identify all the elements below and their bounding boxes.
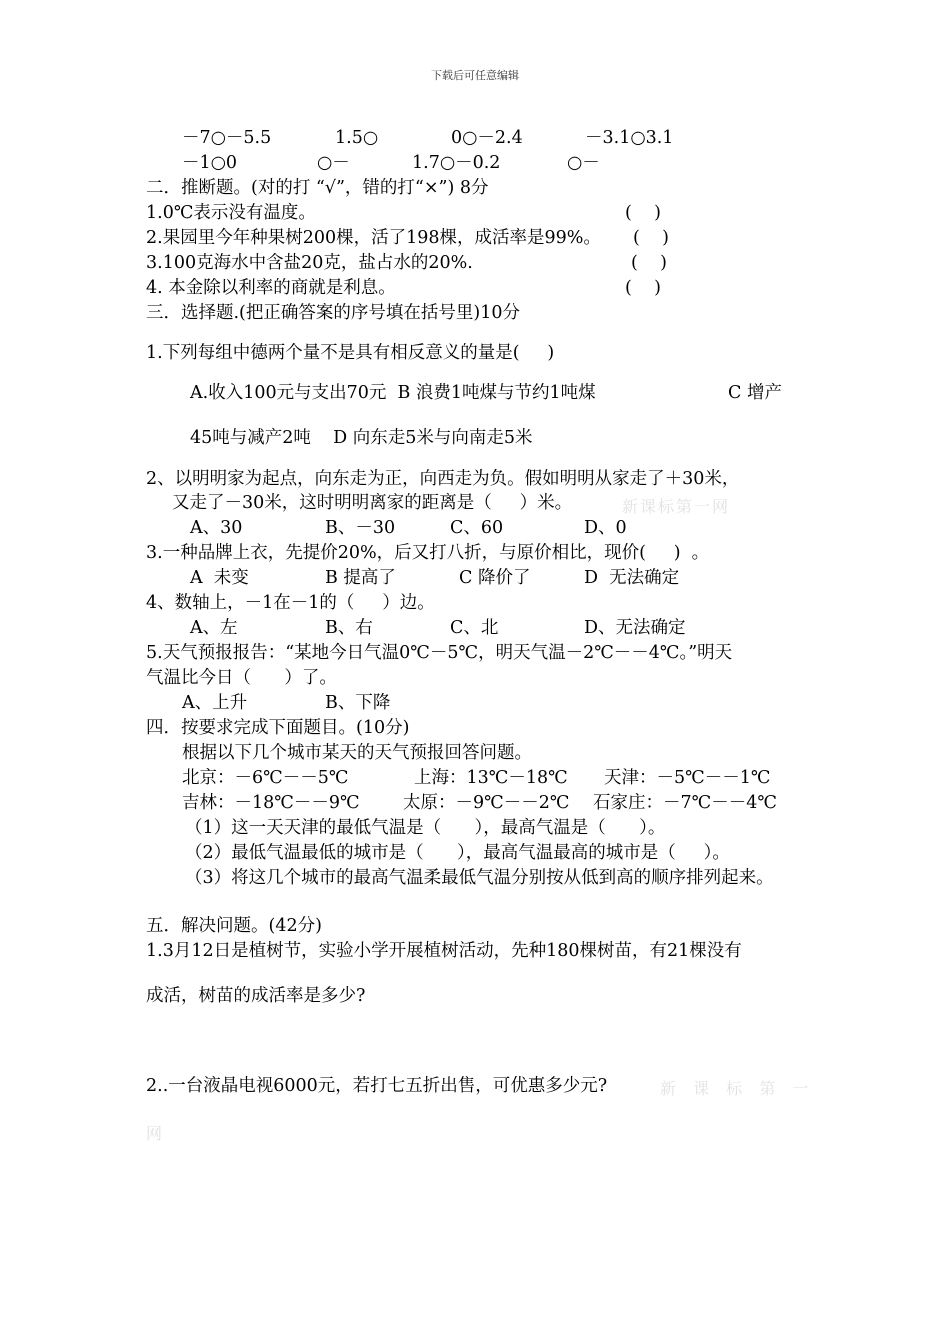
compare-item: ○－ — [567, 153, 600, 173]
choice-option: A、上升 — [182, 693, 248, 713]
compare-item: ○－ — [317, 153, 350, 173]
city-temp: 天津：－5℃－－1℃ — [604, 768, 771, 788]
city-temp: 北京：－6℃－－5℃ — [182, 768, 349, 788]
answer-paren[interactable]: ( ) — [633, 228, 669, 248]
choice-option: A、30 — [190, 518, 243, 538]
choice-option: C 增产 — [728, 383, 782, 403]
compare-item: －7○－5.5 — [182, 128, 272, 148]
choice-question: 又走了－30米，这时明明离家的距离是（ ）米。 — [172, 493, 573, 513]
city-temp: 上海：13℃－18℃ — [414, 768, 568, 788]
answer-paren[interactable]: ( ) — [625, 203, 661, 223]
choice-option: A、左 — [190, 618, 238, 638]
compare-item: 1.5○ — [335, 128, 379, 148]
answer-paren[interactable]: ( ) — [625, 278, 661, 298]
watermark: 网 — [146, 1124, 165, 1143]
section-3-title: 三．选择题.(把正确答案的序号填在括号里)10分 — [146, 303, 520, 323]
word-problem: 成活，树苗的成活率是多少? — [146, 986, 366, 1006]
city-temp: 太原：－9℃－－2℃ — [403, 793, 570, 813]
judge-item: 1.0℃表示没有温度。 — [146, 203, 316, 223]
watermark: 新课标第一网 — [622, 497, 731, 516]
choice-option: B 提高了 — [325, 568, 396, 588]
subquestion: （1）这一天天津的最低气温是（ ），最高气温是（ ）。 — [185, 818, 666, 838]
city-temp: 石家庄：－7℃－－4℃ — [593, 793, 777, 813]
judge-item: 2.果园里今年种果树200棵，活了198棵，成活率是99%。 — [146, 228, 601, 248]
choice-question: 4、数轴上，－1在－1的（ ）边。 — [146, 593, 435, 613]
word-problem: 2..一台液晶电视6000元，若打七五折出售，可优惠多少元? — [146, 1076, 608, 1096]
subquestion: （2）最低气温最低的城市是（ ），最高气温最高的城市是（ ）。 — [185, 843, 730, 863]
answer-paren[interactable]: ( ) — [631, 253, 667, 273]
word-problem: 1.3月12日是植树节，实验小学开展植树活动，先种180棵树苗，有21棵没有 — [146, 941, 742, 961]
section-2-title: 二．推断题。(对的打 “√”，错的打“×”) 8分 — [146, 178, 489, 198]
choice-options: A.收入100元与支出70元 B 浪费1吨煤与节约1吨煤 — [190, 383, 596, 403]
judge-item: 3.100克海水中含盐20克，盐占水的20%. — [146, 253, 473, 273]
section-4-intro: 根据以下几个城市某天的天气预报回答问题。 — [182, 743, 532, 763]
judge-item: 4. 本金除以利率的商就是利息。 — [146, 278, 396, 298]
compare-item: 0○－2.4 — [451, 128, 523, 148]
choice-options: 45吨与减产2吨 D 向东走5米与向南走5米 — [190, 428, 533, 448]
compare-item: －3.1○3.1 — [585, 128, 674, 148]
choice-option: D 无法确定 — [584, 568, 680, 588]
choice-question: 5.天气预报报告：“某地今日气温0℃－5℃，明天气温－2℃－－4℃。”明天 — [146, 643, 733, 663]
choice-option: C 降价了 — [459, 568, 531, 588]
choice-question: 1.下列每组中德两个量不是具有相反意义的量是( ) — [146, 343, 555, 363]
section-5-title: 五．解决问题。(42分) — [146, 916, 322, 936]
compare-item: －1○0 — [182, 153, 238, 173]
choice-option: D、无法确定 — [584, 618, 686, 638]
choice-option: B、下降 — [325, 693, 391, 713]
choice-option: C、60 — [450, 518, 504, 538]
city-temp: 吉林：－18℃－－9℃ — [182, 793, 360, 813]
watermark: 新 课 标 第 一 — [660, 1079, 815, 1098]
compare-item: 1.7○－0.2 — [412, 153, 501, 173]
choice-option: B、右 — [325, 618, 373, 638]
choice-option: C、北 — [450, 618, 499, 638]
section-4-title: 四．按要求完成下面题目。(10分) — [146, 718, 410, 738]
choice-question: 2、以明明家为起点，向东走为正，向西走为负。假如明明从家走了＋30米， — [146, 469, 740, 489]
choice-option: A 未变 — [190, 568, 249, 588]
choice-question: 气温比今日（ ）了。 — [146, 668, 337, 688]
choice-option: D、0 — [584, 518, 627, 538]
choice-option: B、－30 — [325, 518, 396, 538]
choice-question: 3.一种品牌上衣，先提价20%，后又打八折，与原价相比，现价( ) 。 — [146, 543, 710, 563]
subquestion: （3）将这几个城市的最高气温柔最低气温分别按从低到高的顺序排列起来。 — [185, 868, 774, 888]
page-header: 下载后可任意编辑 — [431, 69, 519, 82]
